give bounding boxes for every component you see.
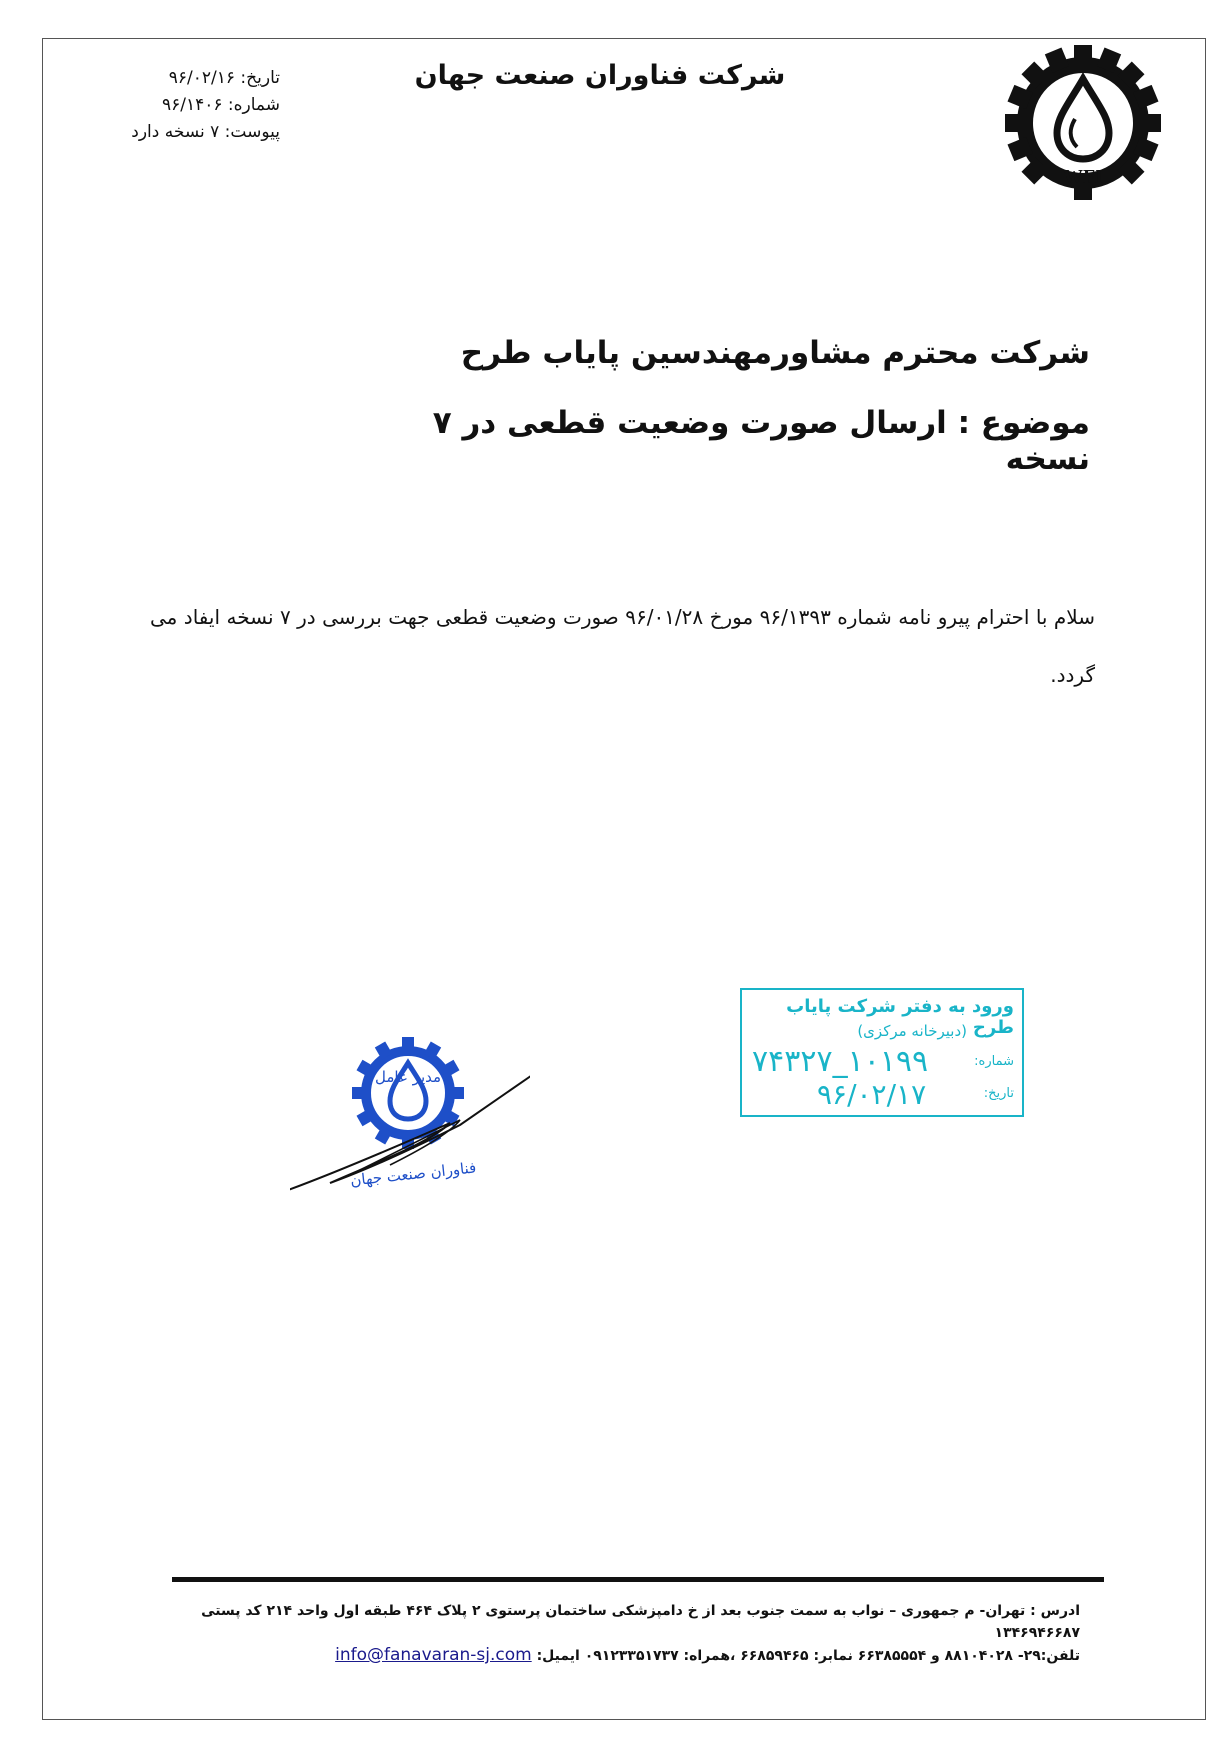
footer-divider <box>172 1577 1104 1582</box>
gear-droplet-logo-icon <box>985 45 1180 200</box>
page-frame <box>42 38 1206 1720</box>
footer <box>150 1600 1080 1667</box>
recipient: شرکت محترم مشاورمهندسین پایاب طرح <box>460 335 1090 371</box>
stamp-number-value: ۱۰۱۹۹_۷۴۳۲۷ <box>752 1044 929 1079</box>
footer-address: ادرس : تهران- م جمهوری – نواب به سمت جنوب بعد از خ دامپزشکی ساختمان پرستوی ۲ پلاک ۴۶۴ طبقه اول واحد ۲۱۴ کد پستی ۱۳۴۶۹۴۶۶۸۷ <box>201 1603 1080 1641</box>
svg-text:WFI: WFI <box>1063 166 1103 188</box>
footer-email-link[interactable]: info@fanavaran-sj.com <box>335 1645 532 1665</box>
letter-number: شماره: ۹۶/۱۴۰۶ <box>161 95 280 115</box>
footer-contacts <box>150 1644 1080 1667</box>
stamp-date-label: تاریخ: <box>983 1086 1014 1101</box>
seal-company-name: فناوران صنعت جهان <box>349 1158 478 1190</box>
footer-contact-numbers: تلفن:۲۹- ۸۸۱۰۴۰۲۸ و ۶۶۳۸۵۵۵۴ نمابر: ۶۶۸۵۹۴۶۵ ،همراه: ۰۹۱۲۳۳۵۱۷۳۷ ایمیل: <box>536 1648 1080 1664</box>
letter-attachment: پیوست: ۷ نسخه دارد <box>131 122 280 142</box>
stamp-date-value: ۹۶/۰۲/۱۷ <box>817 1078 927 1111</box>
seal-title: مدیر عامل <box>375 1068 442 1086</box>
letter-meta <box>105 65 280 146</box>
letter-body: سلام با احترام پیرو نامه شماره ۹۶/۱۳۹۳ مورخ ۹۶/۰۱/۲۸ صورت وضعیت قطعی جهت بررسی در ۷ نسخه ایفاد می گردد. <box>150 605 1095 687</box>
subject: موضوع : ارسال صورت وضعیت قطعی در ۷ نسخه <box>432 405 1090 477</box>
inbound-stamp <box>740 988 1024 1117</box>
stamp-number-label: شماره: <box>974 1054 1014 1069</box>
stamp-unit: (دبیرخانه مرکزی) <box>857 1022 967 1040</box>
letter-date: تاریخ: ۹۶/۰۲/۱۶ <box>168 68 280 88</box>
stamp-title: ورود به دفتر شرکت پایاب طرح <box>786 996 1014 1038</box>
company-name: شرکت فناوران صنعت جهان <box>414 60 786 91</box>
